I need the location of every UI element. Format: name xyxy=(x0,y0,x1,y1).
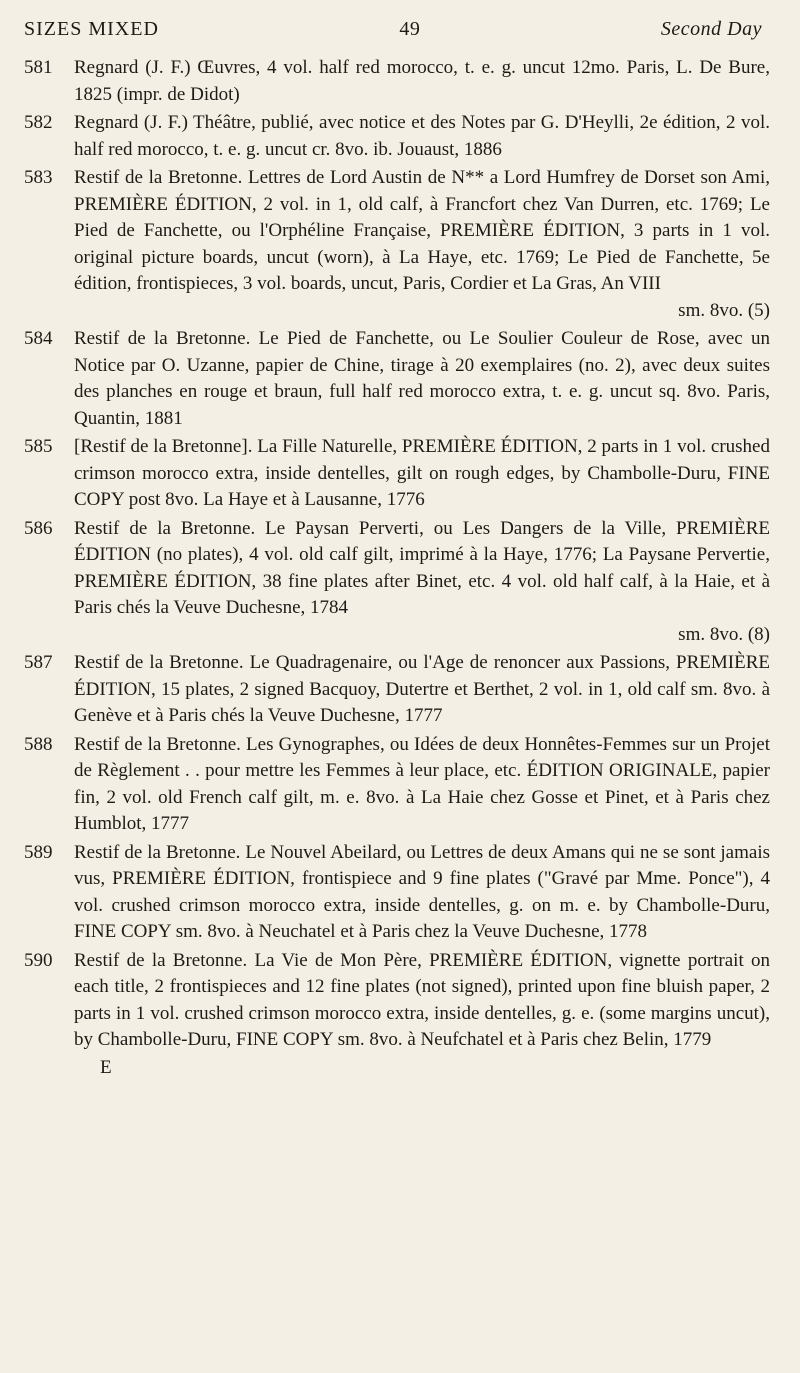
lot-entry xyxy=(24,165,770,324)
lot-number: 589 xyxy=(24,841,53,863)
lot-description-block xyxy=(74,732,770,838)
lot-entry xyxy=(24,516,770,649)
lot-entry xyxy=(24,732,770,838)
lot-number: 581 xyxy=(24,57,53,78)
lot-description-block xyxy=(74,516,770,649)
signature-mark: E xyxy=(100,1056,112,1078)
header-left: SIZES MIXED xyxy=(24,18,159,40)
lot-description-block xyxy=(74,650,770,730)
header-right: Second Day xyxy=(660,18,762,40)
lot-number: 588 xyxy=(24,733,53,755)
lot-number: 590 xyxy=(24,949,53,971)
page-header xyxy=(24,18,770,41)
lot-description: [Restif de la Bretonne]. La Fille Naturelle, PREMIÈRE ÉDITION, 2 parts in 1 vol. crushed crimson morocco extra, inside dentelles, gilt on rough edges, by Chambolle-Duru, FINE COPY post 8vo. La Haye et à Lausanne, 1776 xyxy=(74,436,770,510)
lot-description-block xyxy=(74,840,770,946)
lot-format: sm. 8vo. (5) xyxy=(678,299,770,321)
lot-number: 585 xyxy=(24,436,53,457)
lot-number: 586 xyxy=(24,517,53,539)
lot-description: Restif de la Bretonne. Lettres de Lord Austin de N** a Lord Humfrey de Dorset son Ami, PREMIÈRE ÉDITION, 2 vol. in 1, old calf, à Francfort chez Van Durren, etc. 1769; Le Pied de Fanchette, ou l'Orphéline Française, PREMIÈRE ÉDITION, 3 parts in 1 vol. original picture boards, uncut (worn), à La Haye, etc. 1769; Le Pied de Fanchette, 5e édition, frontispieces, 3 vol. boards, uncut, Paris, Cordier et La Gras, An VIII xyxy=(74,167,770,294)
lot-number: 582 xyxy=(24,112,53,133)
lot-entry xyxy=(24,326,770,432)
lot-entry xyxy=(24,434,770,514)
lot-description: Restif de la Bretonne. Les Gynographes, ou Idées de deux Honnêtes-Femmes sur un Projet de Règlement . . pour mettre les Femmes à leur place, etc. ÉDITION ORIGINALE, papier fin, 2 vol. old French calf gilt, m. e. 8vo. à La Haie chez Gosse et Pinet, et à Paris chez Humblot, 1777 xyxy=(74,733,770,834)
page-number: 49 xyxy=(399,18,421,40)
lot-description: Restif de la Bretonne. La Vie de Mon Père, PREMIÈRE ÉDITION, vignette portrait on each title, 2 frontispieces and 12 fine plates (not signed), printed upon fine bluish paper, 2 parts in 1 vol. crushed crimson morocco extra, inside dentelles, g. e. (some margins uncut), by Chambolle-Duru, FINE COPY sm. 8vo. à Neufchatel et à Paris chez Belin, 1779 xyxy=(74,949,770,1050)
lot-description: Restif de la Bretonne. Le Pied de Fanchette, ou Le Soulier Couleur de Rose, avec un Notice par O. Uzanne, papier de Chine, tirage à 20 exemplaires (no. 2), avec deux suites des planches en rouge et braun, full half red morocco extra, t. e. g. uncut sq. 8vo. Paris, Quantin, 1881 xyxy=(74,328,770,429)
lot-description-block xyxy=(74,326,770,432)
lot-list xyxy=(24,55,770,1054)
lot-format: sm. 8vo. (8) xyxy=(678,623,770,645)
lot-number: 584 xyxy=(24,328,53,349)
lot-description-block xyxy=(74,110,770,163)
lot-number: 583 xyxy=(24,167,53,188)
lot-description: Restif de la Bretonne. Le Quadragenaire, ou l'Age de renoncer aux Passions, PREMIÈRE ÉDITION, 15 plates, 2 signed Bacquoy, Dutertre et Berthet, 2 vol. in 1, old calf sm. 8vo. à Genève et à Paris chés la Veuve Duchesne, 1777 xyxy=(74,652,770,726)
lot-description: Regnard (J. F.) Œuvres, 4 vol. half red morocco, t. e. g. uncut 12mo. Paris, L. De Bure, 1825 (impr. de Didot) xyxy=(74,57,770,105)
lot-entry xyxy=(24,110,770,163)
lot-description-block xyxy=(74,165,770,324)
lot-description: Regnard (J. F.) Théâtre, publié, avec notice et des Notes par G. D'Heylli, 2e édition, 2 vol. half red morocco, t. e. g. uncut cr. 8vo. ib. Jouaust, 1886 xyxy=(74,112,770,160)
lot-description: Restif de la Bretonne. Le Nouvel Abeilard, ou Lettres de deux Amans qui ne se sont jamais vus, PREMIÈRE ÉDITION, frontispiece and 9 fine plates ("Gravé par Mme. Ponce"), 4 vol. crushed crimson morocco extra, inside dentelles, g. on m. e. by Chambolle-Duru, FINE COPY sm. 8vo. à Neuchatel et à Paris chez la Veuve Duchesne, 1778 xyxy=(74,841,770,942)
lot-entry xyxy=(24,650,770,730)
lot-entry xyxy=(24,840,770,946)
lot-entry xyxy=(24,948,770,1054)
lot-entry xyxy=(24,55,770,108)
lot-number: 587 xyxy=(24,652,53,673)
lot-description: Restif de la Bretonne. Le Paysan Perverti, ou Les Dangers de la Ville, PREMIÈRE ÉDITION (no plates), 4 vol. old calf gilt, imprimé à la Haye, 1776; La Paysane Pervertie, PREMIÈRE ÉDITION, 38 fine plates after Binet, etc. 4 vol. old half calf, à la Haie, et à Paris chés la Veuve Duchesne, 1784 xyxy=(74,517,770,618)
lot-description-block xyxy=(74,948,770,1054)
lot-description-block xyxy=(74,55,770,108)
lot-description-block xyxy=(74,434,770,514)
